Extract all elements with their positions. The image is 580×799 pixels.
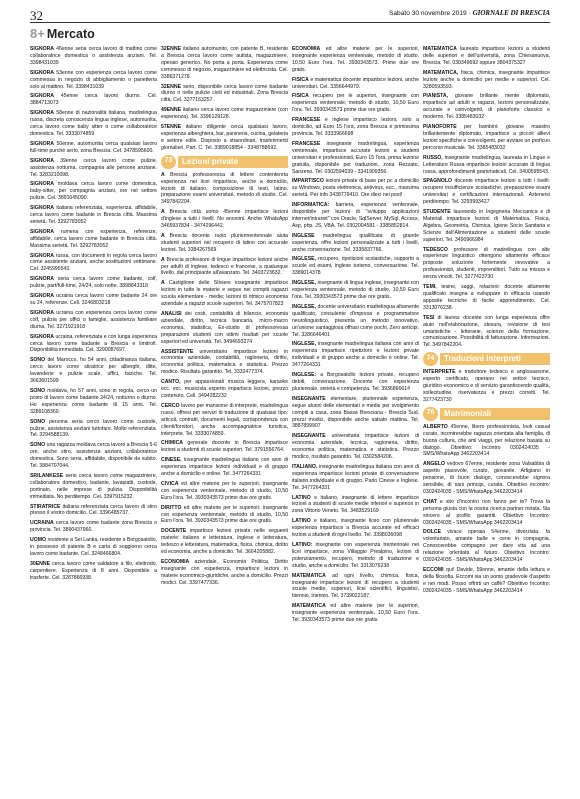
classified-ad: PIANISTA, giovane brillante mente diplomato, impartisce ad adulti e ragazzi, lezioni personalizzate, accurate e coinvolgenti, di pianoforte classico e moderno. Tel. 3385483032 <box>423 93 550 121</box>
classified-ad: SONO moldava, ho 57 anni, sono in regola, cerco un posto di lavoro come badante 24/24, notturno o diurno. Ho esperienza come badante di 15 anni. Tel. 3289108369. <box>30 387 157 415</box>
classified-ad: SIGNORA ucraina cerca lavoro come badante 24 ore su 24, referenze. Cell. 3246803218 <box>30 293 157 306</box>
classified-ad: ITALIANO, insegnante madrelingua italiana con anni di esperienza impartisce lezioni private di conversazione italiano individuale e di gruppo. Parlo Cinese e Inglese. Tel. 3477264331 <box>292 463 419 491</box>
section-title <box>30 26 95 41</box>
classified-ad: INTERPRETE e traduttore tedesco e anglosassone, esperto certificato, operano nei settori tecnico, giuridico-economico e di servizio garantiscendo qualità, sollecitudine, riservatezza e prezzi corretti. Tel. 3277423730 <box>423 369 550 403</box>
classified-ad: SIGNORA 53enne con esperienza cerca lavoro come commessa in negozio di abbigliamento o panetteria solo al mattino. Tel. 3398431039 <box>30 69 157 90</box>
classified-ad: DOCENTE impartisce lezioni private nelle seguenti materie: italiano e letteratura, inglese e letteratura, tedesco e letteratura, matematica, fisica, chimica, diritto ed economia, anche a domicilio. Tel. 3664205882. <box>161 528 288 556</box>
classified-ad: PIANOFORTE per bambini: giovane maestro brillantemente diplomato, impartisce a piccoli allievi lezioni specifiche e coinvolgenti, per avviare un proficuo percorso musicale. Tel. 3385483032 <box>423 124 550 151</box>
classified-ad: IMPARTISCO lezioni private di base per pc a domicilio su Windows, posta elettronica, antivirus, ecc., massima serietà. Per info 3438779410. Ore dieci nei post! <box>292 178 419 199</box>
classified-ad: A Brescia professoressa di lettere contentenrta esperienza nei licei impartisce, anche a domicilio, lezioni di italiano, composizione di testi, latino, preparazione esami universitari, metodo di studio. Cel. 3497842204. <box>161 171 288 206</box>
classified-ad: ALBERTO 45enne, libero professionista, look casual curato, incontrerebbe ragazza orientata alla famiglia, di buona cultura, che ami viaggi, per relazione basata su dialogo. Obiettivo: Incontro 0302424035 - SMS/WhatsApp 3462203414 <box>423 423 550 458</box>
classified-ad: FISICA recupero per le superiori, insegnante con esperienza ventennale, metodo di studio, 10,50 Euro l'ora. Tel. 3930343573 prime due ore gratis. <box>292 93 419 114</box>
classified-ad: SIGNORA 58enne di nazionalità italiana, madrelingua russa, discreta conoscenza lingua inglese, automunita, cerca lavoro come baby sitter o come collaboratrice domestica. Tel. 3333074859 <box>30 110 157 137</box>
category-header <box>161 155 288 169</box>
classified-ad: INGLESE, docente universitario madrelingua altamente qualificato, consulente d'impresa e programmatore neurolinguistico, presenta un metodo innovativo, un'unione vantaggiosa offrasi come pochi. Zero anticipi. Tel. 3286646401 <box>292 303 419 338</box>
classified-ad: A Brescia città uomo 45enne impartisce lezioni d'inglese a tutti i livelli. No anonimi. Anche WhatsApp 3465937834 - 3474296442. <box>161 209 288 230</box>
category-header <box>423 352 550 366</box>
category-name: Traduzioni interpreti <box>440 353 550 365</box>
section-name: Mercato <box>46 26 95 41</box>
classified-ad: INGLESE, insegnante di lingua inglese, insegnante con esperienza ventennale, metodo di studio, 10,50 Euro l'ora. Tel. 3930343573 prime due ore gratis. <box>292 280 419 300</box>
classified-ad: SIGNORA ucraina, referenziata e con lunga esperienza cerca lavoro come badante a Brescia e limitrofi. Disponibilità immediata. Cel. 3290087697. <box>30 333 157 354</box>
classified-ad: SONO una ragazza moldava cerca lavoro a Brescia 5-6 ore, anche stiro, assistenza anziani, collaboratrice domestica. Sono seria, affidabile, disponibile da subito. Tel. 3884707044. <box>30 442 157 470</box>
classified-ad: LATINO: insegnante con esperienza trentennale nei licei impartisce, zona Villaggio Prealpino, lezioni di potenziamento, recupero, metodo di traduzione e studio, anche a domicilio. Tel. 3313076238 <box>292 542 419 569</box>
classified-ad: ANALISI dei costi, contabilità di bilancio, economia aziendale, diritto, tecnica bancaria, micro-macro economia, statistica, Ex-studio di professoressa preparazioni studenti con ottimi risultati per scuole superiori ed università. Tel. 3494693274 <box>161 311 288 345</box>
classified-ad: SPAGNOLO docente impartisce lezioni a tutti i livelli: recupero insufficienze scolastiche, preparazione esami universitari e certificazioni internazionali. Astenersi perditempo. Tel. 3293993427 <box>423 178 550 206</box>
classified-ad: INGLESE, recupero, ripetizioni scolastiche, supporto a scuole ed esami, inglese turismo, conversazione. Tel. 3389014378 <box>292 256 419 277</box>
newspaper-name: GIORNALE DI BRESCIA <box>472 9 550 17</box>
classified-ad: SIGNORA rumena con esperienza, referenze, affidabile, cerca lavoro come badante in Brescia città. Massima serietà. Tel. 3292783052 <box>30 228 157 249</box>
classified-ad: A Castiglione delle Stiviere insegnante impartisce lezioni in tutte le materie e segue nei compiti ragazzi scuola elementare - medie; lezioni di ritmico economia aziendale a ragazzi scuole superiori. Tel. 3475707823 <box>161 280 288 308</box>
classified-ad: CHIMICA generale docente in Brescia impartisce lezioni a studenti di scuole superiori. Tel. 3791556764. <box>161 440 288 454</box>
column-1 <box>30 46 157 794</box>
classified-ad: SIGNORA ucraina con esperienza cerca lavoro come colf, pulizia per uffici o famiglie, assistenza familiare diurna. Tel. 3271921918 <box>30 309 157 330</box>
classified-ad: CANTO, per appassionati musica leggera, karaoke ecc. ecc. musicista esperto impartisce lezioni, prezzo contenuto. Cell. 3494282232 <box>161 379 288 399</box>
classified-ad: 57ENNE italiano diligente cerca qualsiasi lavoro, esperienza alberghiera, bar, panineria, cucina, gelateria e settore edile. Disposto a straordinari, trasferimenti giornalieri. Part. C. Tel. 3389018854 - 3348788692. <box>161 124 288 151</box>
column-2 <box>161 46 288 794</box>
category-name: Lezioni private <box>178 156 288 168</box>
column-4 <box>423 46 550 794</box>
classified-ad: CINESE, insegnante madrelingua italiano con anni di esperienza impartisce lezioni individuali e di gruppo anche a domicilio e online. Tel. 3477264331 <box>161 457 288 478</box>
classified-ad: CIVICA ed altre materie per le superiori, insegnante con esperienza ventennale, metodo di studio, 10,50 Euro l'ora. Tel. 3930343573 prime due ore gratis. <box>161 480 288 501</box>
classified-ad: 30ENNE cerca lavoro come saldatore a filo, elettrodo, carpentiere. Esperienza di 8 anni. Disponibile a trasferte. Cel. 3287866938. <box>30 560 157 581</box>
classified-ad: INGLESE, insegnante madrelingua italiana con anni di esperienza impartisce ripetizioni e lezioni private individuali e di gruppo anche a domicilio e online. Tel. 3477264331 <box>292 341 419 369</box>
classified-ad: LATINO e italiano, insegnante di lettere impartisce lezioni a studenti di scuole medie inferiori e superiori in zona Vittorio Veneto. Tel. 3483529169 <box>292 494 419 515</box>
classified-ad: INSEGNANTE elementare, pluriennale esperienza, segue alunni delle elementari e medie per svolgimento compiti a casa, zona Bassa Bresciana - Brescia Sud, prezzi modici, disponibile anche sabato mattina. Tel. 3887899907 <box>292 395 419 430</box>
classified-ad: SIGNORA 46enne seria cerca lavoro di mattino come collaboratrice domestica o assistenza anziani. Tel. 3398431039 <box>30 46 157 66</box>
section-plus: 8+ <box>30 26 45 41</box>
header-right <box>389 9 550 17</box>
classified-ad: ANGELO vedovo 67enne, residente zona Valsabbia di aspetto piacevole, curato, giovanile. Artigiano in pensione, di buon dialogo, conoscerebbe signora sensibile, di sani principi, curata. Obiettivo incontro: 0302424035 - SMS/WhatsApp 3462203414 <box>423 461 550 495</box>
classified-ad: MATEMATICA, fisica, chimica, insegnante impartisce lezioni anche a domicilio per medie e superiori. Cel. 3280593593. <box>423 69 550 90</box>
classified-ad: MATEMATICA ad ogni livello, chimica, fisica, insegnante impartisce lezioni di recupero a studenti scuole medie, superiori, licei scientifici, linguistici, biennio, triennio. Tel. 3739022187. <box>292 572 419 600</box>
classified-ad: INFORMATICA: barriera, esperienza ventennale, disponibile per lezioni di "sviluppo applicazioni internet/intranet" con Oracle, SqlServer, MySql, Access, Asp, php, JS, VBA. Tel. 0302004581 - 3385852814. <box>292 202 419 229</box>
category-number: 76 <box>423 407 438 421</box>
classified-ad: SONO persona seria cerco lavoro come custode, pulizie, assistenza anziani tuttofare. Molto referenziata. Tel. 3294588139. <box>30 418 157 439</box>
classified-ad: SIGNORA russa, con documenti in regola cerca lavoro come assistente anziani, anche sostituzioni settimane. Cel. 3245995543. <box>30 252 157 273</box>
classified-ad: CERCO lavoro per mansione di interprete, madrelingua russo, offresi per servizi di traduzione di qualsiasi tipo: articoli, contratti, documenti legali, corrispondenza con clienti/fornitori, anche accompagnatrice turistica, interprete. Tel. 3333074859. <box>161 402 288 437</box>
classified-ad: SIGNORA 50enne, automunita cerca qualsiasi lavoro full-time purché serio, zona Brescia. Cel. 3478595600. <box>30 140 157 154</box>
classified-ad: A Brescia professore di lingue impartisce lezioni anche per adulti di inglese, tedesco e francese, a qualunque livello, dal principiante all'avanzato. Tel. 3403723632. <box>161 256 288 277</box>
classified-ad: SIGNORA seria cerca lavoro come badante, colf, pulizie, part/full-time, 24/24, solo notte. 3898843318 <box>30 276 157 290</box>
classified-ad: SIGNORA italiana referenziata, esperienza, affidabile, cerca lavoro come badante in Brescia città. Massima serietà. Tel. 3292783052 <box>30 205 157 225</box>
classified-ad: SIGNORA 39enne cerca lavoro come pulizie, assistenza notturna, compagnia alle persone anziane. Tel. 3283210098. <box>30 157 157 178</box>
category-name: Matrimoniali <box>440 408 550 420</box>
classified-ad: 49ENNE italiano cerca lavoro come magazziniere (con esperienza). Tel. 3396129128. <box>161 107 288 121</box>
page-number: 32 <box>30 8 43 23</box>
classified-ad: INGLESE: a Borgosatollo lezioni private, recupero debiti, conversazione. Docente con esperienza pluriennale, serietà e competenza. Tel. 3936866614 <box>292 372 419 392</box>
classified-ad: STUDENTE laureando in Ingegneria Meccanica e di Materiali impartisce lezioni di Matematica, Fisica, Algebra, Geometria, Chimica, Igiene Socio Sanitaria e Scienze dell'Alimentazione a studenti delle scuole superiori. Tel. 3490966984 <box>423 209 550 243</box>
classified-ad: 32ENNE serio, disponibile cerca lavoro come badante diurno o nelle pulizie civili ed industriali. Zona Brescia città. Cel. 3277163257. <box>161 83 288 104</box>
classified-ad: SRILANKESE serio cerca lavoro come magazziniere, collaboratore domestico, badante, lavapiatti, custode, portinaio, nelle imprese di pulizia. Disponibilità immediata. No perditempo. Cel. 3397915232. <box>30 472 157 500</box>
classified-ad: MATEMATICA laureato impartisce lezioni a studenti delle superiori e dell'università, zona Chiesanuova, Brescia. Tel. 030349692 oppure 3804375327 <box>423 46 550 66</box>
classified-ad: UOMO residente a Sei Lanka, residente a Borgosatollo, in possesso di patente B e carta di soggiorno cerca lavoro come badante. Cel. 3248466804. <box>30 537 157 557</box>
classified-ad: RUSSO, insegnante madrelingua, laureata in Lingue e Letterature Russa impartisce lezioni accurate di lingua russa, approfondimenti grammaticali. Cel. 3400595543. <box>423 154 550 175</box>
classified-columns <box>30 46 552 796</box>
classified-ad: SIGNORA 45enne cerca lavoro diurno. Cel. 3884713073 <box>30 93 157 107</box>
classified-ad: LATINO e italiano, insegnante liceo con pluriennale esperienza impartisce a Brescia accurate ed efficaci lezioni a studenti di ogni livello. Tel. 3398036098 <box>292 518 419 539</box>
category-header <box>423 407 550 421</box>
classified-ad: DOLCE vivace operaia 54enne, divorziata, fa volontariato, amante balle e cene in compagnia. Conoscerebbe compagno per dare vita ad una relazione orientata al futuro. Obiettivo Incontro: 0302424035 - SMS/WhatsApp 3462203414 <box>423 529 550 564</box>
category-number: 74 <box>423 352 438 366</box>
classified-ad: CHAT e sito d'incontro non fanno per te? Trova la persona giusta con la nostra ricerca partner mirata. Sia sincero al profilo garantiti. Obiettivo Incontro: 0302424035 - SMS/WhatsApp 3462203414 <box>423 498 550 526</box>
classified-ad: FISICA e matematica docente impartisce lezioni, anche universitari. Cel. 3356644979. <box>292 76 419 90</box>
header-rule <box>30 22 550 23</box>
classified-ad: ECONOMIA aziendale, Economia Politica, Diritto insegnante con esperienza, impartisce lezioni in materie economico-giuridiche, anche a domicilio. Prezzi modici. Cel. 3397477336. <box>161 559 288 586</box>
classified-ad: FRANCESE e inglese impartisco lezioni, solo a domicilio, ad Euro 15 l'ora, zona Brescia e primissima provincia. Tel. 3333966698 <box>292 117 419 137</box>
issue-date: Sabato 30 novembre 2019 <box>388 10 467 17</box>
classified-ad: FRANCESE insegnante madrelingua, esperienza ventennale, impartisce accurate lezioni a studenti universitari e professionisti, Euro 15 l'ora, prima lezione gratuita, disponibile per traduzioni, zona Rezzato, Sanzeno. Tel. 0302594039 - 3341909356. <box>292 140 419 175</box>
classified-ad: STIRATRICE italiana referenziata cerca lavoro di stiro presso il vostro domicilio. Cel. 3396485737. <box>30 503 157 517</box>
classified-ad: ASSISTENTE universitario impartisce lezioni in economia aziendale, contabilità, ragioneria, diritto, economia politica, matematica e statistica. Prezzo modico. Risultato garantito. Tel. 3332477374. <box>161 348 288 376</box>
classified-ad: ECONOMIA ed altre materie per le superiori, insegnante esperienza ventennale, metodo di studio, 10,50 Euro l'ora. Tel. 3930343573. Prime due ore gratis. <box>292 46 419 73</box>
classified-ad: TEDESCO professore di madrelingua con alte esperienze linguistico ottengono altamente efficace proposte soluzione fortemente innovative a professionisti, studenti, imprenditori. Tutto su misura e senza vincoli. Tel. 3277423730 <box>423 246 550 281</box>
classified-ad: A Brescia docente ruolo pluriennentennale aiuta studenti superiori nel recupero di latino con accurate lezioni. Tel. 3384267569 <box>161 232 288 253</box>
classified-ad: MATEMATICA ed altre materie per le superiori, insegnante esperienza ventennale, 10,50 Euro l'ora. Tel. 3930343573 prime due ore gratis. <box>292 603 419 624</box>
classified-ad: TESI di laurea: docente con lunga esperienza offre aiuto nell'elaborazione, stesura, revisione di tesi umanistiche - letterarie, scienze della formazione, comunicazione. Possibilità di fatturazione. Informazioni. Tel. 3497842204. <box>423 314 550 349</box>
classified-ad: SONO del Marocco, ho 54 anni, cittadinanza italiana, cerco lavoro come stiratrice per alberghi, ditte, lavanderie e pulizie scale, uffici, banche. Tel. 3663601599 <box>30 357 157 385</box>
header-separator: · <box>468 10 471 17</box>
classified-ad: DIRITTO ed altre materie per le superiori, insegnante con esperienza ventennale, metodo di studio, 10,50 Euro l'ora. Tel. 3930343573 prime due ore gratis. <box>161 504 288 525</box>
classified-ad: 32ENNE italiano automunito, con patente B, residente a Brescia cerca lavoro come autista, magazziniere, operaio generico. No porta a porta. Esperienza come commesso di negozio, magazziniere ed elettricista. Cel. 3386371278. <box>161 46 288 80</box>
classified-ad: ECCOMI qui! Davide, 59enne, amante della lettura e della filosofia. Eccomi sia un uomo gradevole d'aspetto e nei modi. Posso offrirti un caffè? Obiettivo Incontro: 0302424035 - SMS/WhatsApp 3462203414 <box>423 567 550 594</box>
column-3 <box>292 46 419 794</box>
category-number: 73 <box>161 155 176 169</box>
classified-ad: TEMI, tesine, saggi, relazioni: docente altamente qualificato insegna a sviluppare in efficacia usando apposite tecniche di facile apprendimento. Cel. 3313076238. <box>423 284 550 311</box>
classified-ad: INGLESE madrelingua qualificata di grande esperienza, offre lezioni personalizzate a tutti i livelli, anche conversazione. Tel. 3335837766. <box>292 232 419 253</box>
classified-ad: UCRAINA cerca lavoro come badante zona Brescia o provincia. Tel. 3890437960. <box>30 520 157 534</box>
classified-ad: INSEGNANTE universitaria impartisce lezioni di economia aziendale, tecnica, ragioneria, diritto, economia politica, matematica e statistica. Prezzo modico, risultato garantito. Tel. 0302584206. <box>292 433 419 461</box>
classified-ad: SIGNORA moldava cerca lavoro come domestica, baby-sitter, per compagnia anziani, ore nel settore pulizie. Cel. 3891645090. <box>30 181 157 202</box>
